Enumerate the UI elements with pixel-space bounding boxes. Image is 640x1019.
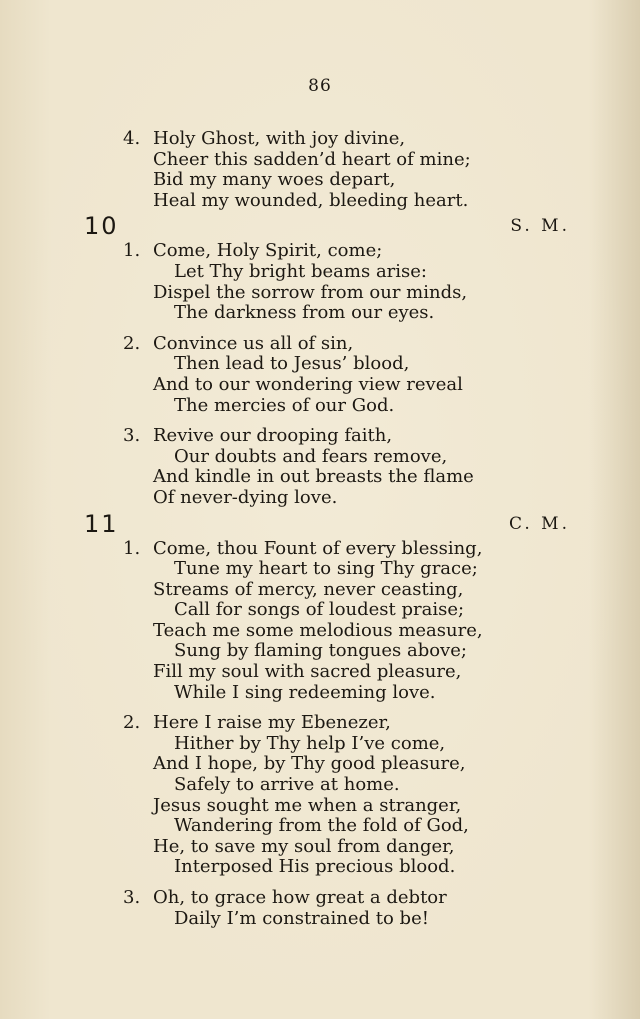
hymn-meter: S. M. — [510, 216, 570, 237]
verse-line: The mercies of our God. — [174, 394, 395, 416]
hymn-10-verse-2 — [0, 334, 640, 416]
verse-number: 1. — [123, 537, 141, 559]
hymn-10-verse-3 — [0, 426, 640, 508]
verse-line: Of never-dying love. — [153, 486, 338, 508]
verse-line: Holy Ghost, with joy divine, — [153, 128, 406, 149]
verse-line: Daily I’m constrained to be! — [174, 907, 429, 929]
verse-number: 2. — [123, 712, 141, 734]
page-number: 86 — [308, 76, 332, 96]
hymn-11-verse-3 — [0, 888, 640, 929]
hymn-11-header — [0, 509, 640, 539]
verse-line: Dispel the sorrow from our minds, — [153, 281, 468, 303]
verse-line: Oh, to grace how great a debtor — [153, 887, 447, 908]
verse-line: And to our wondering view reveal — [153, 373, 463, 395]
verse-line: Fill my soul with sacred pleasure, — [153, 661, 462, 683]
verse-line: Teach me some melodious measure, — [153, 619, 483, 641]
verse-line: Hither by Thy help I’ve come, — [174, 732, 446, 754]
hymn-meter: C. M. — [508, 513, 570, 534]
hymn-11-verse-2 — [0, 713, 640, 878]
verse-line: And kindle in out breasts the flame — [153, 466, 474, 488]
verse-line: He, to save my soul from danger, — [153, 835, 455, 857]
verse-line: Sung by flaming tongues above; — [174, 640, 467, 662]
verse-number: 4. — [123, 128, 141, 149]
verse-line: Then lead to Jesus’ blood, — [174, 353, 410, 375]
hymn-number: 10 — [84, 212, 119, 241]
verse-line: Let Thy bright beams arise: — [174, 260, 427, 282]
verse-line: Wandering from the fold of God, — [174, 815, 469, 837]
page-content — [0, 129, 640, 929]
verse-line: Heal my wounded, bleeding heart. — [153, 189, 469, 211]
hymn-11-verse-1 — [0, 539, 640, 704]
verse-number: 3. — [123, 887, 141, 908]
verse-line: Revive our drooping faith, — [153, 425, 393, 447]
verse-line: Cheer this sadden’d heart of mine; — [153, 148, 471, 170]
verse-line: Come, thou Fount of every blessing, — [153, 537, 483, 559]
hymn-10-verse-1 — [0, 241, 640, 323]
verse-line: Call for songs of loudest praise; — [174, 599, 465, 621]
hymn-number: 11 — [84, 509, 119, 538]
verse-line: Come, Holy Spirit, come; — [153, 240, 383, 262]
verse-line: Interposed His precious blood. — [174, 856, 456, 878]
verse-line: Our doubts and fears remove, — [174, 445, 448, 467]
verse-line: While I sing redeeming love. — [174, 681, 436, 703]
verse-line: Safely to arrive at home. — [174, 774, 400, 796]
verse-line: Bid my many woes depart, — [153, 169, 396, 191]
verse-number: 1. — [123, 240, 141, 262]
verse-line: The darkness from our eyes. — [174, 302, 435, 324]
verse-line: Convince us all of sin, — [153, 332, 354, 354]
verse-number: 2. — [123, 332, 141, 354]
verse-line: And I hope, by Thy good pleasure, — [153, 753, 466, 775]
verse-4-continued — [0, 129, 640, 211]
verse-line: Here I raise my Ebenezer, — [153, 712, 391, 734]
verse-number: 3. — [123, 425, 141, 447]
verse-line: Streams of mercy, never ceasting, — [153, 578, 464, 600]
hymn-10-header — [0, 211, 640, 241]
verse-line: Tune my heart to sing Thy grace; — [174, 558, 478, 580]
verse-line: Jesus sought me when a stranger, — [153, 794, 462, 816]
